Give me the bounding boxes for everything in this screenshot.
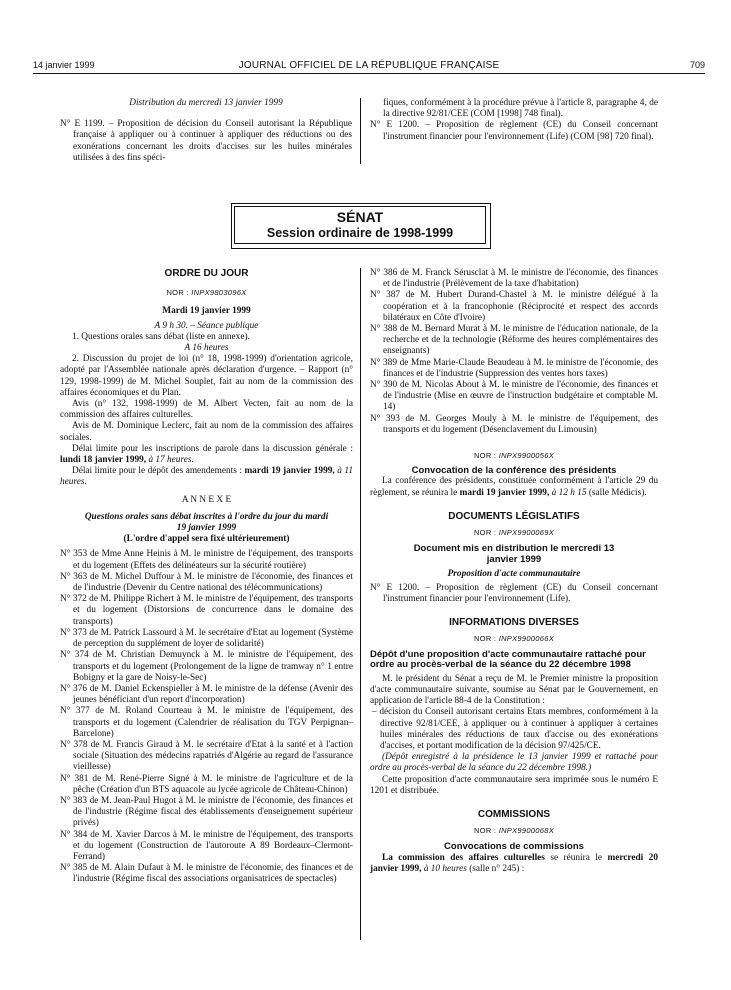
item-e1200-top: N° E 1200. – Proposition de règlement (CE) du Conseil concernant l'instrument financier pour l'environnement (Life) (COM [98] 720 final).: [370, 120, 658, 142]
question-item: N° 384 de M. Xavier Darcos à M. le ministre de l'équipement, des transports et du logement (Construction de l'autoroute A 89 Bordeaux–Clermont-Ferrand): [60, 829, 353, 862]
item-e1200: N° E 1200. – Proposition de règlement (CE) du Conseil concernant l'instrument financier pour l'environnement (Life).: [370, 582, 658, 605]
session-title: Session ordinaire de 1998-1999: [266, 226, 454, 240]
delai-inscriptions: Délai limite pour les inscriptions de parole dans la discussion générale : lundi 18 janvier 1999, à 17 heures.: [60, 443, 353, 466]
left-column: [60, 268, 353, 886]
ordre-du-jour-heading: ORDRE DU JOUR: [164, 268, 249, 279]
depot-enregistre: (Dépôt enregistré à la présidence le 13 janvier 1999 et rattaché pour ordre au procès-verbal de la séance du 22 décembre 1998.): [370, 752, 658, 774]
discussion-item: 2. Discussion du projet de loi (n° 18, 1998-1999) d'orientation agricole, adopté par l'Assemblée nationale après déclaration d'urgence. – Rapport (n° 129, 1998-1999) de M. Michel Souplet, fait au nom de la commission des affaires économiques et du Plan.: [60, 354, 353, 398]
nor-conference: NOR : INPX9900056X: [473, 451, 555, 461]
question-item: N° 377 de M. Roland Courteau à M. le ministre de l'équipement, des transports et du logement (Calendrier de réalisation du TGV Perpignan–Barcelone): [60, 706, 353, 739]
proposition-acte-heading: Proposition d'acte communautaire: [447, 568, 581, 579]
question-item: N° 388 de M. Bernard Murat à M. le ministre de l'éducation nationale, de la recherche et de la technologie (Réforme des heures complémentaires des enseignants): [370, 324, 658, 357]
question-item: N° 353 de Mme Anne Heinis à M. le ministre de l'équipement, des transports et du logement (Effets des délinéateurs sur la sécurité routière): [60, 549, 353, 571]
avis-leclerc: Avis de M. Dominique Leclerc, fait au nom de la commission des affaires sociales.: [60, 421, 353, 443]
documents-legislatifs-heading: DOCUMENTS LÉGISLATIFS: [448, 510, 580, 522]
journal-title: JOURNAL OFFICIEL DE LA RÉPUBLIQUE FRANÇAISE: [238, 60, 500, 71]
top-right-column: [370, 98, 658, 143]
seance-time: A 9 h 30. – Séance publique: [154, 320, 259, 331]
item-e1199: N° E 1199. – Proposition de décision du Conseil autorisant la République française à appliquer ou à continuer à appliquer des réductions ou des exonérations concernant les droits d'accises sur les huiles minérales utilisées à des fins spéci-: [60, 119, 352, 163]
commissions-heading: COMMISSIONS: [477, 808, 551, 820]
commission-culturelles: La commission des affaires culturelles se réunira le mercredi 20 janvier 1999, à 10 heures (salle n° 245) :: [370, 852, 658, 874]
main-column-divider: [360, 268, 361, 940]
nor-reference: [60, 287, 353, 298]
questions-orales-item: 1. Questions orales sans débat (liste en annexe).: [72, 331, 250, 342]
question-item: N° 381 de M. René-Pierre Signé à M. le ministre de l'agriculture et de la pêche (Création d'un BTS aquacole au lycée agricole de Château-Chinon): [60, 773, 353, 795]
nor-label: NOR :: [166, 288, 189, 298]
question-item: N° 390 de M. Nicolas About à M. le ministre de l'économie, des finances et de l'industrie (Mise en œuvre de l'instruction budgétaire et comptable M. 14): [370, 380, 658, 413]
annexe-heading: A N N E X E: [181, 494, 232, 505]
top-left-column: [60, 98, 352, 164]
conference-heading: Convocation de la conférence des présidents: [411, 465, 617, 477]
question-item: N° 383 de M. Jean-Paul Hugot à M. le ministre de l'économie, des finances et de l'industrie (Régime fiscal des établissements d'enseignement supérieur privés): [60, 795, 353, 829]
delai-amendements: Délai limite pour le dépôt des amendements : mardi 19 janvier 1999, à 11 heures.: [60, 466, 353, 488]
distribution-heading: Distribution du mercredi 13 janvier 1999: [129, 98, 283, 108]
page-number: 709: [689, 60, 705, 70]
avis-vecten: Avis (n° 132, 1998-1999) de M. Albert Vecten, fait au nom de la commission des affaires culturelles.: [60, 399, 353, 421]
depot-heading: Dépôt d'une proposition d'acte communautaire rattaché pour ordre au procès-verbal de la séance du 22 décembre 1998: [370, 648, 646, 671]
document-mis-heading: Document mis en distribution le mercredi 13 janvier 1999: [413, 543, 615, 566]
top-column-divider: [360, 98, 361, 164]
question-item: N° 393 de M. Georges Mouly à M. le ministre de l'équipement, des transports et du logement (Désenclavement du Limousin): [370, 413, 658, 435]
ordre-appel-note: (L'ordre d'appel sera fixé ultérieurement): [123, 534, 290, 545]
senat-box: [234, 206, 486, 244]
question-item: N° 378 de M. Francis Giraud à M. le secrétaire d'Etat à la santé et à l'action sociale (Situation des médecins rapatriés d'Algérie au regard de l'assurance vieillesse): [60, 739, 353, 773]
nor-informations: NOR : INPX9900066X: [473, 634, 555, 644]
left-question-list: [60, 549, 353, 885]
a16h-heading: A 16 heures: [184, 343, 229, 354]
conference-text: La conférence des présidents, constituée conformément à l'article 29 du règlement, se réunira le mardi 19 janvier 1999, à 12 h 15 (salle Médicis).: [370, 476, 658, 498]
depot-decision: – décision du Conseil autorisant certains Etats membres, conformément à la directive 92/81/CEE, à appliquer ou à continuer à appliquer à certaines huiles minérales des réductions de taux d'accise ou des exonérations d'accises, et portant modification de la décision 97/425/CE.: [372, 707, 658, 751]
question-item: N° 372 de M. Philippe Richert à M. le ministre de l'équipement, des transports et du logement (Distorsions de concurrence dans le domaine des transports): [60, 594, 353, 627]
depot-paragraph: M. le président du Sénat a reçu de M. le Premier ministre la proposition d'acte communautaire suivante, soumise au Sénat par le Gouvernement, en application de l'article 88-4 de la Constitution :: [370, 673, 658, 707]
header-date: 14 janvier 1999: [33, 60, 95, 70]
question-item: N° 389 de Mme Marie-Claude Beaudeau à M. le ministre de l'économie, des finances et de l'industrie (Suppression des ventes hors taxes): [370, 357, 658, 379]
item-e1199-cont: fiques, conformément à la procédure prévue à l'article 8, paragraphe 4, de la directive 92/81/CEE (COM [1998] 748 final).: [383, 98, 658, 120]
question-item: N° 373 de M. Patrick Lassourd à M. le secrétaire d'Etat au logement (Système de perception du supplément de loyer de solidarité): [60, 627, 353, 650]
mardi-heading: Mardi 19 janvier 1999: [162, 306, 251, 317]
nor-commissions: NOR : INPX9900068X: [473, 826, 555, 836]
convocations-heading: Convocations de commissions: [444, 841, 584, 853]
nor-code: INPX9803096X: [191, 288, 247, 298]
question-item: N° 385 de M. Alain Dufaut à M. le ministre de l'économie, des finances et de l'industrie (Régime fiscal des associations organisatrices de spectacles): [60, 863, 353, 885]
question-item: N° 387 de M. Hubert Durand-Chastel à M. le ministre délégué à la coopération et à la francophonie (Réciprocité et respect des accords bilatéraux en Côte d'Ivoire): [370, 290, 658, 323]
questions-heading: Questions orales sans débat inscrites à l'ordre du jour du mardi 19 janvier 1999: [84, 511, 329, 534]
question-item: N° 386 de M. Franck Sérusclat à M. le ministre de l'économie, des finances et de l'industrie (Prélèvement de la taxe d'habitation): [370, 268, 658, 290]
question-item: N° 374 de M. Christian Demuynck à M. le ministre de l'équipement, des transports et du logement (Prolongement de la ligne de tramway n° 1 entre Bobigny et la gare de Noisy-le-Sec): [60, 650, 353, 683]
right-column: [370, 268, 658, 875]
senat-title: SÉNAT: [336, 209, 384, 225]
right-question-list: [370, 268, 658, 436]
depot-final: Cette proposition d'acte communautaire sera imprimée sous le numéro E 1201 et distribuée.: [370, 774, 658, 796]
header-rule: [33, 73, 705, 74]
nor-documents: NOR : INPX9900069X: [473, 528, 555, 538]
question-item: N° 363 de M. Michel Duffour à M. le ministre de l'économie, des finances et de l'industrie (Devenir du Centre national des télécommunications): [60, 571, 353, 594]
question-item: N° 376 de M. Daniel Eckenspieller à M. le ministre de la défense (Avenir des jeunes bénéficiant d'un report d'incorporation): [60, 683, 353, 706]
informations-diverses-heading: INFORMATIONS DIVERSES: [449, 617, 579, 629]
